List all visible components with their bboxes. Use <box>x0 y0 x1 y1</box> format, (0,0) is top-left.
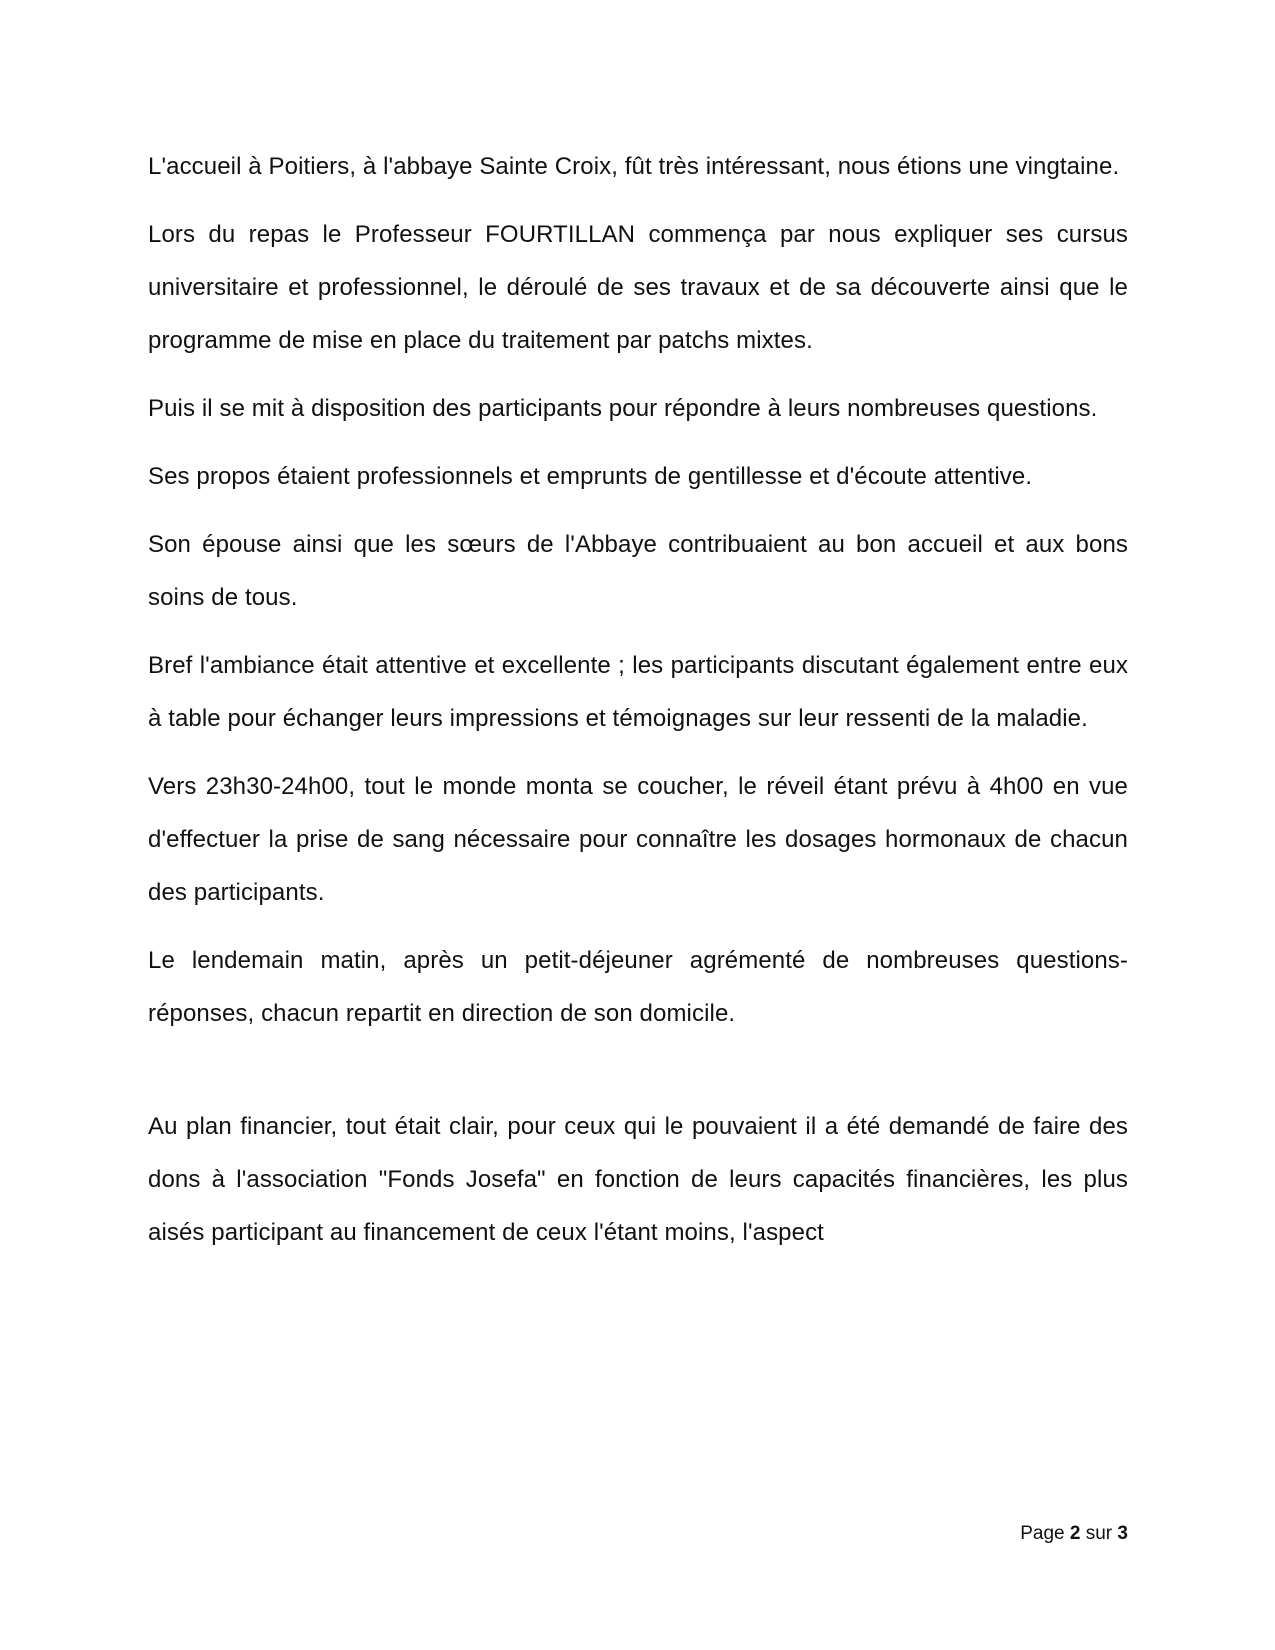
page-number: 2 <box>1069 1523 1081 1544</box>
page-separator: sur <box>1085 1523 1113 1544</box>
paragraph-epouse: Son épouse ainsi que les sœurs de l'Abbaye contribuaient au bon accueil et aux bons soins de tous. <box>148 531 1128 611</box>
page-footer <box>1020 1522 1128 1546</box>
page-prefix: Page <box>1020 1523 1065 1544</box>
paragraph-questions: Puis il se mit à disposition des participants pour répondre à leurs nombreuses questions. <box>148 395 1098 422</box>
paragraph-financier: Au plan financier, tout était clair, pour ceux qui le pouvaient il a été demandé de faire des dons à l'association "Fonds Josefa" en fonction de leurs capacités financières, les plus aisés participant au financement de ceux l'étant moins, l'aspect <box>148 1113 1128 1246</box>
paragraph-lendemain: Le lendemain matin, après un petit-déjeuner agrémenté de nombreuses questions-réponses, chacun repartit en direction de son domicile. <box>148 947 1128 1027</box>
paragraph-accueil: L'accueil à Poitiers, à l'abbaye Sainte Croix, fût très intéressant, nous étions une vingtaine. <box>148 153 1120 180</box>
paragraph-propos: Ses propos étaient professionnels et emprunts de gentillesse et d'écoute attentive. <box>148 463 1033 490</box>
paragraph-repas: Lors du repas le Professeur FOURTILLAN commença par nous expliquer ses cursus universitaire et professionnel, le déroulé de ses travaux et de sa découverte ainsi que le programme de mise en place du traitement par patchs mixtes. <box>148 221 1128 354</box>
page-total: 3 <box>1117 1523 1128 1544</box>
document-body <box>148 140 1128 1274</box>
paragraph-ambiance: Bref l'ambiance était attentive et excellente ; les participants discutant également entre eux à table pour échanger leurs impressions et témoignages sur leur ressenti de la maladie. <box>148 652 1128 732</box>
paragraph-coucher: Vers 23h30-24h00, tout le monde monta se coucher, le réveil étant prévu à 4h00 en vue d'effectuer la prise de sang nécessaire pour connaître les dosages hormonaux de chacun des participants. <box>148 773 1128 906</box>
